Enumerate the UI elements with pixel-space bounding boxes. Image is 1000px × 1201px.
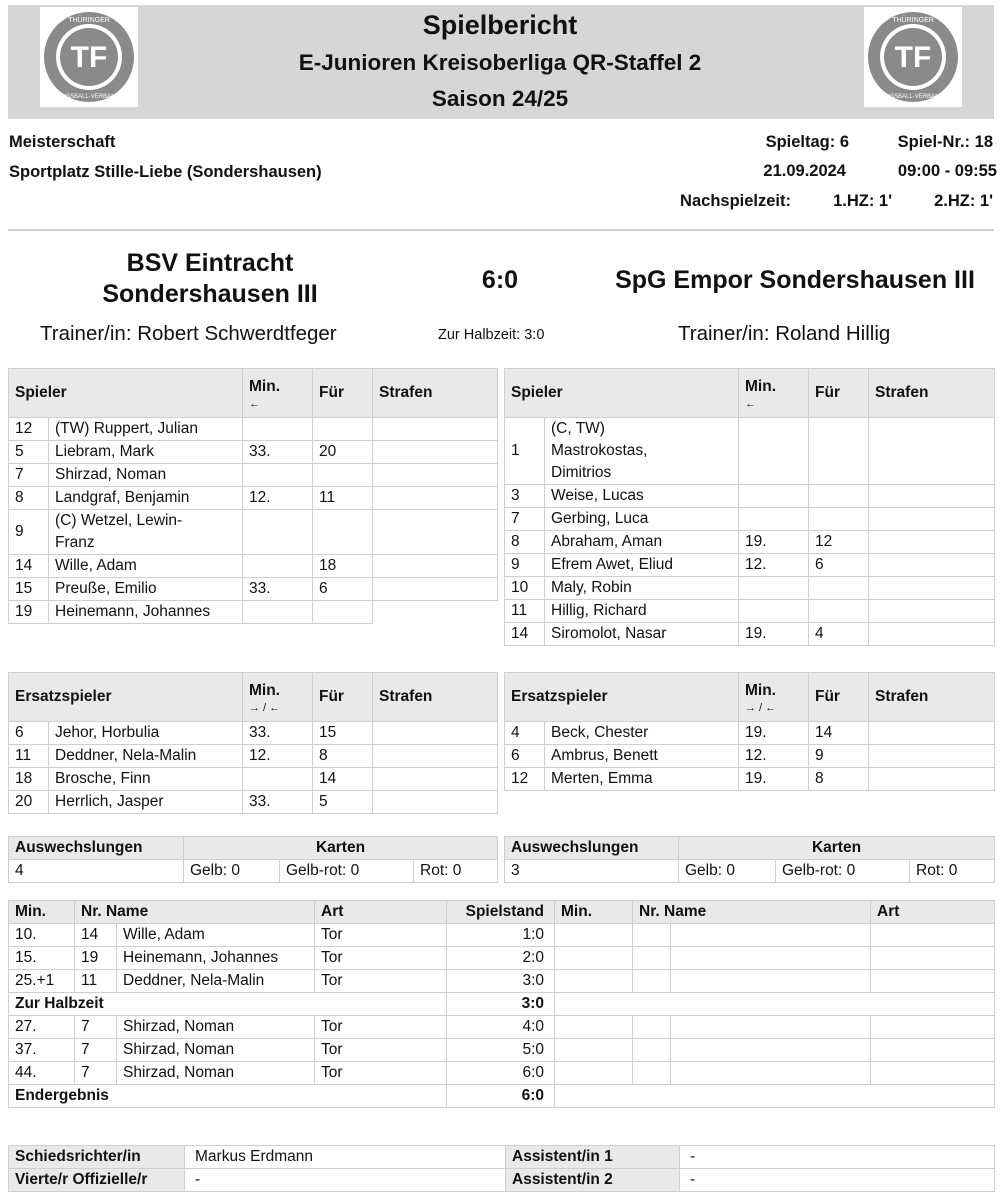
arrow-in-out-icon: → / ← — [745, 702, 777, 714]
sub-minute: 33. — [243, 722, 313, 745]
goal-score: 3:0 — [447, 970, 555, 993]
league-name: E-Junioren Kreisoberliga QR-Staffel 2 — [298, 50, 702, 75]
table-row — [9, 578, 498, 601]
player-minute — [739, 600, 809, 623]
player-name: Gerbing, Luca — [545, 508, 739, 531]
player-number: 8 — [9, 487, 49, 510]
player-minute — [243, 464, 313, 487]
sub-penalties — [373, 768, 498, 791]
player-number: 9 — [505, 554, 545, 577]
player-name-line3: Dimitrios — [551, 464, 612, 481]
goals-min-header: Min. — [9, 901, 75, 924]
logo-letters: TF — [894, 41, 932, 74]
player-name: Shirzad, Noman — [49, 464, 243, 487]
home-team-line2: Sondershausen III — [102, 280, 318, 308]
match-date: 21.09.2024 — [763, 162, 846, 180]
player-minute: 33. — [243, 441, 313, 464]
sub-penalties — [869, 722, 995, 745]
arrow-left-icon: ← — [745, 398, 757, 410]
min-header-label: Min. — [249, 378, 281, 395]
table-row — [505, 623, 995, 646]
logo-letters: TF — [70, 41, 108, 74]
table-row — [505, 768, 995, 791]
player-name: Weise, Lucas — [545, 485, 739, 508]
goal-scorer: Heinemann, Johannes — [117, 947, 315, 970]
player-for — [809, 418, 869, 485]
player-for — [313, 418, 373, 441]
player-number: 9 — [9, 510, 49, 555]
player-for — [313, 510, 373, 555]
substitutions-count: 3 — [505, 860, 679, 883]
table-row — [9, 510, 498, 555]
player-name — [49, 510, 243, 555]
goals-type-header-away: Art — [871, 901, 995, 924]
player-for: 11 — [313, 487, 373, 510]
sub-name: Beck, Chester — [545, 722, 739, 745]
min-header — [739, 369, 809, 418]
stoppage-first-half: 1.HZ: 1' — [833, 192, 892, 210]
table-row — [505, 531, 995, 554]
home-trainer: Trainer/in: Robert Schwerdtfeger — [40, 322, 337, 345]
halftime-label: Zur Halbzeit — [9, 993, 447, 1016]
final-result-score: 6:0 — [447, 1085, 555, 1108]
player-minute: 33. — [243, 578, 313, 601]
sub-name: Deddner, Nela-Malin — [49, 745, 243, 768]
table-row — [505, 577, 995, 600]
goal-minute: 37. — [9, 1039, 75, 1062]
player-for: 4 — [809, 623, 869, 646]
sub-number: 12 — [505, 768, 545, 791]
table-row — [9, 1039, 995, 1062]
match-number: Spiel-Nr.: 18 — [897, 133, 993, 151]
goal-number: 14 — [75, 924, 117, 947]
yellow-cards: Gelb: 0 — [679, 860, 776, 883]
goal-scorer: Shirzad, Noman — [117, 1062, 315, 1085]
table-row — [9, 947, 995, 970]
goal-score: 4:0 — [447, 1016, 555, 1039]
table-row — [505, 554, 995, 577]
home-team-line1: BSV Eintracht — [126, 249, 294, 277]
stoppage-label: Nachspielzeit: — [680, 192, 791, 210]
sub-minute: 12. — [739, 745, 809, 768]
season: Saison 24/25 — [431, 86, 569, 111]
goal-number: 11 — [75, 970, 117, 993]
player-number: 10 — [505, 577, 545, 600]
player-name: Wille, Adam — [49, 555, 243, 578]
away-summary-table — [504, 836, 995, 883]
player-penalties — [869, 600, 995, 623]
min-header-label: Min. — [249, 682, 280, 699]
yellowred-cards: Gelb-rot: 0 — [280, 860, 414, 883]
penalties-header: Strafen — [869, 673, 995, 722]
sub-penalties — [373, 791, 498, 814]
goal-minute: 44. — [9, 1062, 75, 1085]
away-subs-table — [504, 672, 995, 791]
sub-for: 9 — [809, 745, 869, 768]
goal-type: Tor — [315, 970, 447, 993]
table-row — [9, 1016, 995, 1039]
player-number: 7 — [505, 508, 545, 531]
player-penalties — [869, 485, 995, 508]
table-row — [9, 441, 498, 464]
logo-top-text: THÜRINGER — [68, 17, 110, 24]
player-name: Siromolot, Nasar — [545, 623, 739, 646]
table-row — [9, 464, 498, 487]
cards-header: Karten — [679, 837, 995, 860]
sub-name: Jehor, Horbulia — [49, 722, 243, 745]
player-number: 11 — [505, 600, 545, 623]
substitutions-header: Auswechslungen — [505, 837, 679, 860]
player-name: (TW) Ruppert, Julian — [49, 418, 243, 441]
sub-minute: 12. — [243, 745, 313, 768]
subs-header: Ersatzspieler — [9, 673, 243, 722]
player-penalties — [869, 623, 995, 646]
arrow-in-out-icon: → / ← — [249, 702, 281, 714]
player-minute — [739, 508, 809, 531]
table-row — [9, 1062, 995, 1085]
fourth-official-label: Vierte/r Offizielle/r — [9, 1169, 185, 1192]
away-team: SpG Empor Sondershausen III — [615, 266, 975, 294]
yellow-cards: Gelb: 0 — [184, 860, 280, 883]
logo-top-text: THÜRINGER — [892, 17, 934, 24]
matchday: Spieltag: 6 — [765, 133, 849, 151]
home-summary-table — [8, 836, 498, 883]
table-row — [9, 722, 498, 745]
player-penalties — [869, 508, 995, 531]
substitutions-count: 4 — [9, 860, 184, 883]
yellowred-cards: Gelb-rot: 0 — [776, 860, 910, 883]
player-number: 15 — [9, 578, 49, 601]
player-penalties — [373, 601, 498, 624]
for-header: Für — [313, 673, 373, 722]
player-minute — [243, 510, 313, 555]
player-penalties — [869, 577, 995, 600]
player-for — [809, 577, 869, 600]
player-for: 18 — [313, 555, 373, 578]
sub-penalties — [869, 745, 995, 768]
sub-minute: 33. — [243, 791, 313, 814]
player-penalties — [373, 487, 498, 510]
player-for — [809, 485, 869, 508]
player-name — [545, 418, 739, 485]
player-name: Heinemann, Johannes — [49, 601, 243, 624]
player-name: Hillig, Richard — [545, 600, 739, 623]
player-name: Landgraf, Benjamin — [49, 487, 243, 510]
sub-number: 6 — [505, 745, 545, 768]
player-penalties — [869, 418, 995, 485]
sub-number: 6 — [9, 722, 49, 745]
halftime-score-cell: 3:0 — [447, 993, 555, 1016]
table-row — [9, 768, 498, 791]
report-title: Spielbericht — [422, 10, 578, 40]
player-minute — [243, 555, 313, 578]
player-for — [313, 601, 373, 624]
table-row — [505, 418, 995, 485]
goals-score-header: Spielstand — [447, 901, 555, 924]
goal-number: 7 — [75, 1062, 117, 1085]
assistant1-value: - — [680, 1146, 995, 1169]
player-name-line2: Mastrokostas, — [551, 442, 648, 459]
sub-name: Merten, Emma — [545, 768, 739, 791]
halftime-score: Zur Halbzeit: 3:0 — [438, 327, 545, 343]
goal-scorer: Deddner, Nela-Malin — [117, 970, 315, 993]
min-header — [243, 369, 313, 418]
table-row — [9, 555, 498, 578]
player-minute — [739, 485, 809, 508]
logo-bottom-text: FUSSBALL-VERBAND — [58, 94, 120, 100]
player-penalties — [373, 578, 498, 601]
away-trainer: Trainer/in: Roland Hillig — [678, 322, 891, 345]
player-name-line1: (C, TW) — [551, 420, 605, 437]
penalties-header: Strafen — [373, 369, 498, 418]
goal-type: Tor — [315, 1039, 447, 1062]
player-number: 19 — [9, 601, 49, 624]
cards-header: Karten — [184, 837, 498, 860]
table-row — [9, 970, 995, 993]
player-penalties — [373, 510, 498, 555]
sub-for: 5 — [313, 791, 373, 814]
player-penalties — [373, 418, 498, 441]
player-name: Liebram, Mark — [49, 441, 243, 464]
player-minute — [243, 418, 313, 441]
table-row — [9, 601, 498, 624]
table-row — [505, 600, 995, 623]
player-number: 8 — [505, 531, 545, 554]
for-header: Für — [809, 369, 869, 418]
sub-name: Herrlich, Jasper — [49, 791, 243, 814]
sub-minute: 19. — [739, 722, 809, 745]
players-header: Spieler — [9, 369, 243, 418]
goal-score: 2:0 — [447, 947, 555, 970]
sub-minute — [243, 768, 313, 791]
goal-type: Tor — [315, 1016, 447, 1039]
min-header — [739, 673, 809, 722]
referee-value: Markus Erdmann — [185, 1146, 506, 1169]
goal-number: 19 — [75, 947, 117, 970]
player-name-line1: (C) Wetzel, Lewin- — [55, 512, 183, 529]
home-subs-table — [8, 672, 498, 814]
table-row — [9, 791, 498, 814]
player-for — [809, 508, 869, 531]
table-row — [505, 485, 995, 508]
player-minute — [739, 418, 809, 485]
divider — [8, 229, 994, 231]
sub-for: 14 — [809, 722, 869, 745]
player-name: Maly, Robin — [545, 577, 739, 600]
sub-penalties — [373, 745, 498, 768]
goal-type: Tor — [315, 924, 447, 947]
venue: Sportplatz Stille-Liebe (Sondershausen) — [9, 163, 322, 181]
goal-scorer: Wille, Adam — [117, 924, 315, 947]
logo-bottom-text: FUSSBALL-VERBAND — [882, 94, 944, 100]
competition: Meisterschaft — [9, 133, 116, 151]
player-penalties — [869, 531, 995, 554]
player-minute: 19. — [739, 531, 809, 554]
goals-name-header: Nr. Name — [75, 901, 315, 924]
goal-scorer: Shirzad, Noman — [117, 1016, 315, 1039]
sub-number: 4 — [505, 722, 545, 745]
player-penalties — [373, 555, 498, 578]
player-name: Abraham, Aman — [545, 531, 739, 554]
player-minute — [739, 577, 809, 600]
stoppage-second-half: 2.HZ: 1' — [934, 192, 993, 210]
final-result-label: Endergebnis — [9, 1085, 447, 1108]
min-header — [243, 673, 313, 722]
assistant1-label: Assistent/in 1 — [506, 1146, 680, 1169]
player-for: 6 — [809, 554, 869, 577]
player-name: Efrem Awet, Eliud — [545, 554, 739, 577]
sub-for: 14 — [313, 768, 373, 791]
player-number: 5 — [9, 441, 49, 464]
table-row — [505, 745, 995, 768]
table-row — [9, 745, 498, 768]
player-number: 3 — [505, 485, 545, 508]
referee-label: Schiedsrichter/in — [9, 1146, 185, 1169]
player-for: 6 — [313, 578, 373, 601]
table-row — [505, 508, 995, 531]
player-minute — [243, 601, 313, 624]
penalties-header: Strafen — [869, 369, 995, 418]
player-for — [809, 600, 869, 623]
players-header: Spieler — [505, 369, 739, 418]
min-header-label: Min. — [745, 682, 776, 699]
goals-name-header-away: Nr. Name — [633, 901, 871, 924]
player-for: 20 — [313, 441, 373, 464]
red-cards: Rot: 0 — [910, 860, 995, 883]
goals-table — [8, 900, 995, 1108]
sub-name: Ambrus, Benett — [545, 745, 739, 768]
arrow-left-icon: ← — [249, 398, 261, 410]
goal-score: 1:0 — [447, 924, 555, 947]
goals-min-header-away: Min. — [555, 901, 633, 924]
player-number: 14 — [9, 555, 49, 578]
sub-number: 20 — [9, 791, 49, 814]
player-minute: 19. — [739, 623, 809, 646]
sub-number: 11 — [9, 745, 49, 768]
goal-minute: 25.+1 — [9, 970, 75, 993]
home-players-table — [8, 368, 498, 624]
for-header: Für — [809, 673, 869, 722]
goal-minute: 27. — [9, 1016, 75, 1039]
for-header: Für — [313, 369, 373, 418]
match-time: 09:00 - 09:55 — [897, 162, 997, 180]
sub-penalties — [373, 722, 498, 745]
sub-penalties — [869, 768, 995, 791]
player-penalties — [373, 441, 498, 464]
goal-type: Tor — [315, 947, 447, 970]
sub-for: 8 — [313, 745, 373, 768]
goals-type-header: Art — [315, 901, 447, 924]
goal-score: 5:0 — [447, 1039, 555, 1062]
table-row — [9, 993, 995, 1016]
sub-minute: 19. — [739, 768, 809, 791]
goal-number: 7 — [75, 1039, 117, 1062]
player-number: 1 — [505, 418, 545, 485]
player-name: Preuße, Emilio — [49, 578, 243, 601]
fourth-official-value: - — [185, 1169, 506, 1192]
assistant2-label: Assistent/in 2 — [506, 1169, 680, 1192]
goal-number: 7 — [75, 1016, 117, 1039]
table-row — [9, 1085, 995, 1108]
table-row — [9, 487, 498, 510]
min-header-label: Min. — [745, 378, 777, 395]
final-score: 6:0 — [481, 266, 519, 294]
assistant2-value: - — [680, 1169, 995, 1192]
sub-number: 18 — [9, 768, 49, 791]
player-penalties — [373, 464, 498, 487]
player-minute: 12. — [243, 487, 313, 510]
home-team — [60, 248, 360, 310]
goal-minute: 15. — [9, 947, 75, 970]
goal-type: Tor — [315, 1062, 447, 1085]
goal-scorer: Shirzad, Noman — [117, 1039, 315, 1062]
goal-minute: 10. — [9, 924, 75, 947]
player-name-line2: Franz — [55, 534, 95, 551]
table-row — [9, 924, 995, 947]
player-for — [313, 464, 373, 487]
substitutions-header: Auswechslungen — [9, 837, 184, 860]
player-minute: 12. — [739, 554, 809, 577]
player-number: 14 — [505, 623, 545, 646]
away-players-table — [504, 368, 995, 646]
subs-header: Ersatzspieler — [505, 673, 739, 722]
table-row — [9, 418, 498, 441]
player-number: 12 — [9, 418, 49, 441]
player-penalties — [869, 554, 995, 577]
red-cards: Rot: 0 — [414, 860, 498, 883]
player-for: 12 — [809, 531, 869, 554]
player-number: 7 — [9, 464, 49, 487]
goal-score: 6:0 — [447, 1062, 555, 1085]
sub-for: 15 — [313, 722, 373, 745]
penalties-header: Strafen — [373, 673, 498, 722]
officials-table — [8, 1145, 995, 1192]
sub-for: 8 — [809, 768, 869, 791]
table-row — [505, 722, 995, 745]
sub-name: Brosche, Finn — [49, 768, 243, 791]
